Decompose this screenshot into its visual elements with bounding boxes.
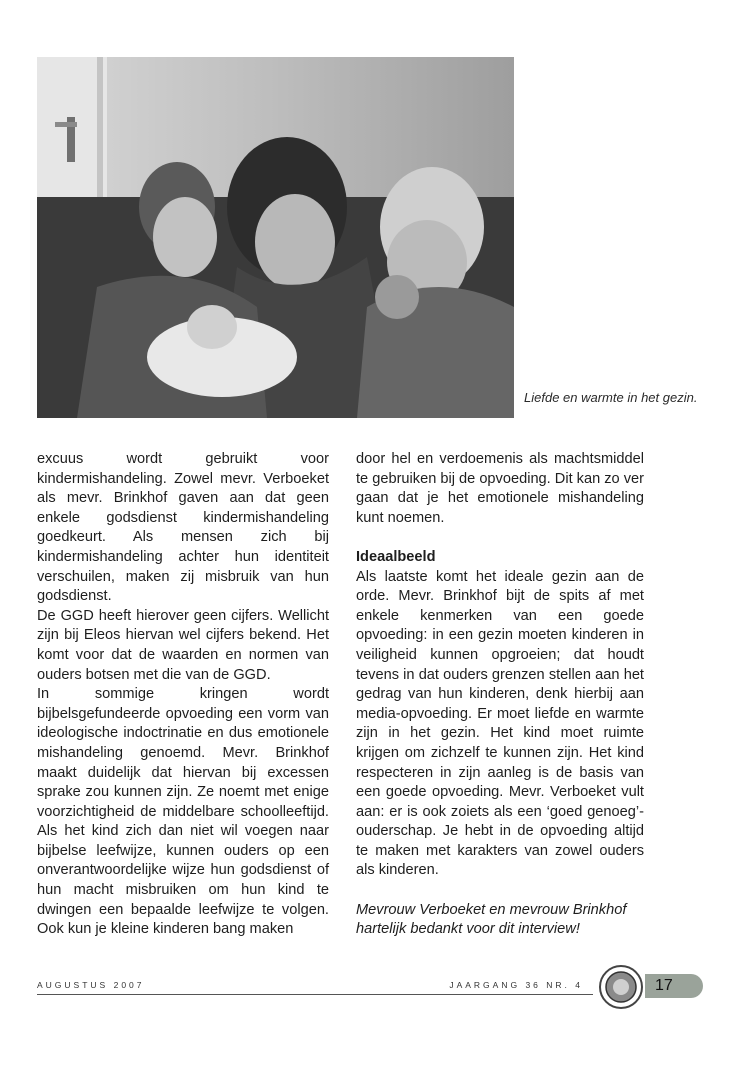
paragraph: Als laatste komt het ideale gezin aan de orde. Mevr. Brinkhof bijt de spits af met enkele kenmerken van een goede opvoeding: in een gezin moeten kinderen in veiligheid kunnen opgroeien; dat houdt tevens in dat ouders grenzen stellen aan het gedrag van hun kinderen, denk hierbij aan media-opvoeding. Er moet liefde en warmte zijn in het gezin. Het kind moet ruimte krijgen om zichzelf te kunnen zijn. Het kind respecteren in zijn aanleg is de basis van een goede opvoeding. Mevr. Verboeket vult aan: er is ook zoiets als een ‘goed genoeg’-ouderschap. Je hebt in de opvoeding altijd te maken met karakters van zowel ouders als kinderen.: [356, 568, 644, 879]
page-number: 17: [655, 977, 673, 994]
photo-caption: Liefde en warmte in het gezin.: [524, 390, 698, 405]
magazine-seal-icon: [598, 964, 644, 1010]
paragraph: De GGD heeft hierover geen cijfers. Wellicht zijn bij Eleos hiervan wel cijfers bekend. Het komt voor dat de waarden en normen van ouders botsen met die van de GGD.: [37, 607, 329, 683]
issue-date: AUGUSTUS 2007: [37, 980, 145, 990]
closing-note: Mevrouw Verboeket en mevrouw Brinkhof hartelijk bedankt voor dit interview!: [356, 901, 627, 938]
paragraph: In sommige kringen wordt bijbelsgefundeerde opvoeding een vorm van ideologische indoctrinatie en dus emotionele mishandeling genoemd. Mevr. Brinkhof maakt duidelijk dat hiervan bij excessen sprake zou kunnen zijn. Ze noemt met enige voorzichtigheid de middelbare schoolleeftijd. Als het kind zich dan niet wil voegen naar bijbelse leefwijze, kunnen ouders op een onverantwoordelijke wijze hun godsdienst of hun macht misbruiken om hun kind te dwingen een bepaalde leefwijze te volgen. Ook kun je kleine kinderen bang maken: [37, 686, 329, 938]
paragraph: door hel en verdoemenis als machtsmiddel te gebruiken bij de opvoeding. Dit kan zo ver gaan dat je het emotionele mishandeling kunt noemen.: [356, 451, 644, 526]
volume-number: JAARGANG 36 NR. 4: [449, 980, 583, 990]
family-photo-icon: [37, 57, 514, 418]
paragraph: excuus wordt gebruikt voor kindermishandeling. Zowel mevr. Verboeket als mevr. Brinkhof gaven aan dat geen enkele godsdienst kindermishandeling goedkeurt. Als mensen zich bij kindermishandeling achter hun identiteit verschuilen, maken zij misbruik van hun godsdienst.: [37, 451, 329, 605]
footer-rule: [37, 994, 593, 995]
family-photo: [37, 57, 514, 418]
page-number-tab: [645, 974, 703, 998]
section-heading: Ideaalbeeld: [356, 548, 436, 565]
right-column: [356, 450, 644, 940]
page-footer: [37, 978, 647, 998]
left-column: [37, 450, 329, 940]
